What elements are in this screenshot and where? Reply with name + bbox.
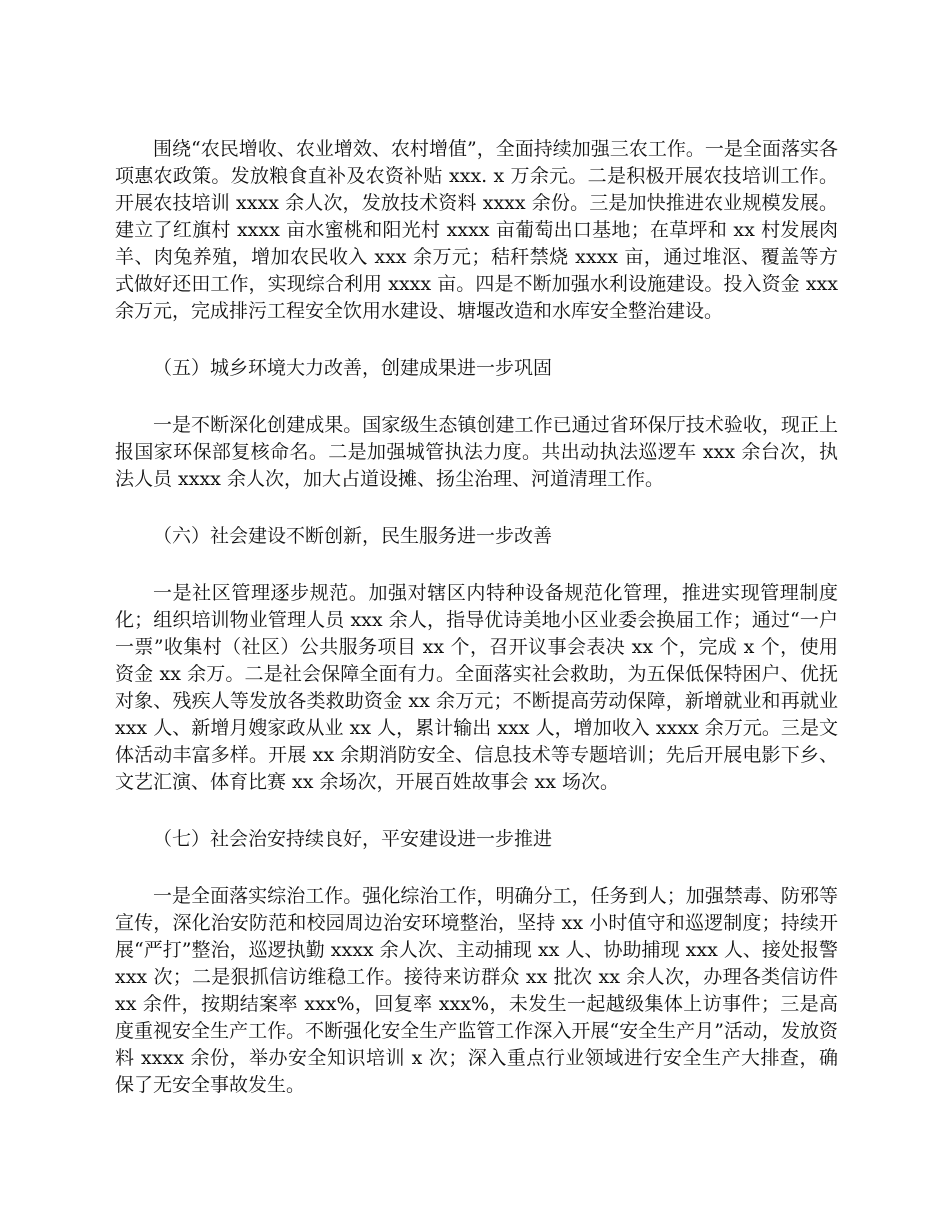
paragraph-social-construction: 一是社区管理逐步规范。加强对辖区内特种设备规范化管理，推进实现管理制度化；组织培训物业管理人员 xxx 余人，指导优诗美地小区业委会换届工作；通过“一户一票”收集村（社区）公共服务项目 xx 个，召开议事会表决 xx 个，完成 x 个，使用资金 xx 余万。二是社会保障全面有力。全面落实社会救助，为五保低保特困户、优抚对象、残疾人等发放各类救助资金 xx 余万元；不断提高劳动保障，新增就业和再就业 xxx 人、新增月嫂家政从业 xx 人，累计输出 xxx 人，增加收入 xxxx 余万元。三是文体活动丰富多样。开展 xx 余期消防安全、信息技术等专题培训；先后开展电影下乡、文艺汇演、体育比赛 xx 余场次，开展百姓故事会 xx 场次。 bbox=[115, 582, 838, 793]
section-heading-5: （五）城乡环境大力改善，创建成果进一步巩固 bbox=[153, 357, 553, 379]
paragraph-environment: 一是不断深化创建成果。国家级生态镇创建工作已通过省环保厅技术验收，现正上报国家环保部复核命名。二是加强城管执法力度。共出动执法巡逻车 xxx 余台次，执法人员 xxxx 余人次，加大占道设摊、扬尘治理、河道清理工作。 bbox=[115, 414, 838, 490]
section-heading-7: （七）社会治安持续良好，平安建设进一步推进 bbox=[153, 828, 553, 850]
paragraph-agriculture: 围绕“农民增收、农业增效、农村增值”，全面持续加强三农工作。一是全面落实各项惠农政策。发放粮食直补及农资补贴 xxx. x 万余元。二是积极开展农技培训工作。开展农技培训 xxxx 余人次，发放技术资料 xxxx 余份。三是加快推进农业规模发展。建立了红旗村 xxxx 亩水蜜桃和阳光村 xxxx 亩葡萄出口基地；在草坪和 xx 村发展肉羊、肉兔养殖，增加农民收入 xxx 余万元；秸秆禁烧 xxxx 亩，通过堆沤、覆盖等方式做好还田工作，实现综合利用 xxxx 亩。四是不断加强水利设施建设。投入资金 xxx 余万元，完成排污工程安全饮用水建设、塘堰改造和水库安全整治建设。 bbox=[115, 138, 838, 322]
paragraph-public-security: 一是全面落实综治工作。强化综治工作，明确分工，任务到人；加强禁毒、防邪等宣传，深化治安防范和校园周边治安环境整治，坚持 xx 小时值守和巡逻制度；持续开展“严打”整治，巡逻执勤 xxxx 余人次、主动捕现 xx 人、协助捕现 xxx 人、接处报警 xxx 次；二是狠抓信访维稳工作。接待来访群众 xx 批次 xx 余人次，办理各类信访件 xx 余件，按期结案率 xxx%，回复率 xxx%，未发生一起越级集体上访事件；三是高度重视安全生产工作。不断强化安全生产监管工作深入开展“安全生产月”活动，发放资料 xxxx 余份，举办安全知识培训 x 次；深入重点行业领域进行安全生产大排查，确保了无安全事故发生。 bbox=[115, 885, 838, 1096]
section-heading-6: （六）社会建设不断创新，民生服务进一步改善 bbox=[153, 525, 553, 547]
